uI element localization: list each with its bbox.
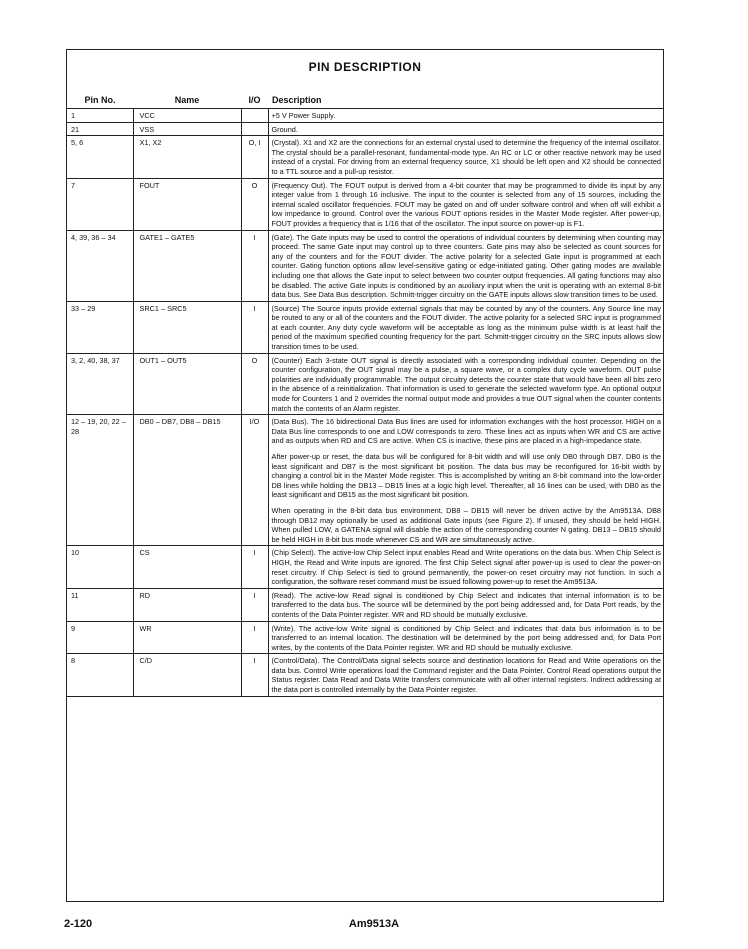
pin-io-cell: I bbox=[241, 588, 268, 621]
description-paragraph: (Read). The active-low Read signal is conditioned by Chip Select and indicates that internal information is to be transferred to the data bus. The source will be determined by the port being addressed and, for Data Port reads, by the contents of the Data Pointer register. WR and RD should be mutually exclusive. bbox=[271, 590, 661, 619]
pin-io-cell: O bbox=[241, 353, 268, 415]
pin-description-cell bbox=[268, 301, 664, 353]
description-paragraph: (Gate). The Gate inputs may be used to control the operations of individual counters by determining when counting may proceed. The same Gate input may control up to three counters. Gate pins may also be selected as count sources for any of the counters and for the FOUT divider. The active polarity for a selected Gate input is programmed at each counter. Gating function options allow level-sensitive gating or edge-initiated gating. Other gating modes are available including one that allows the Gate input to select between two counter output frequencies. All gating functions may also be disabled. The active Gate inputs is conditioned by an auxiliary input when the unit is operating with an external 8-bit data bus. See Data Bus description. Schmitt-trigger circuitry on the GATE inputs allows slow transition times to be used. bbox=[271, 232, 661, 300]
table-header-row bbox=[67, 91, 664, 109]
description-paragraph: (Data Bus). The 16 bidirectional Data Bus lines are used for information exchanges with the host processor. HIGH on a Data Bus line corresponds to one and LOW corresponds to zero. These lines act as inputs when WR and CS are active and as outputs when RD and CS are active. When CS is inactive, these pins are placed in a high-impedance state. bbox=[271, 417, 661, 446]
pin-name-cell: GATE1 – GATE5 bbox=[133, 230, 241, 301]
pin-description-cell bbox=[268, 621, 664, 654]
pin-number-cell: 1 bbox=[67, 109, 133, 123]
pin-description-cell bbox=[268, 546, 664, 588]
pin-description-panel bbox=[66, 49, 664, 902]
pin-number-cell: 10 bbox=[67, 546, 133, 588]
table-row bbox=[67, 621, 664, 654]
description-paragraph: After power-up or reset, the data bus will be configured for 8-bit width and will use only DB0 through DB7. DB0 is the least significant and DB7 is the most significant bit position. The data bus may be reconfigured for 16-bit width by changing a control bit in the Master Mode register. This is accomplished by writing an 8-bit command into the low-order DB lines while holding the DB13 – DB15 lines at a logic high level. Thereafter, all 16 lines can be used, with DB0 as the least significant and DB15 as the most significant bit position. bbox=[271, 452, 661, 500]
header-description: Description bbox=[268, 91, 664, 109]
pin-name-cell: CS bbox=[133, 546, 241, 588]
header-pin: Pin No. bbox=[67, 91, 133, 109]
pin-name-cell: X1, X2 bbox=[133, 136, 241, 178]
table-row bbox=[67, 136, 664, 178]
table-row bbox=[67, 301, 664, 353]
pin-number-cell: 8 bbox=[67, 654, 133, 696]
pin-io-cell: I bbox=[241, 621, 268, 654]
pin-rows bbox=[67, 109, 664, 697]
pin-description-cell bbox=[268, 353, 664, 415]
table-row bbox=[67, 230, 664, 301]
pin-description-cell bbox=[268, 122, 664, 136]
pin-table bbox=[67, 91, 664, 697]
pin-number-cell: 7 bbox=[67, 178, 133, 230]
table-row bbox=[67, 353, 664, 415]
pin-name-cell: SRC1 – SRC5 bbox=[133, 301, 241, 353]
description-paragraph: (Control/Data). The Control/Data signal selects source and destination locations for Read and Write operations on the data bus. Control Write operations load the Command register and the Data Pointer. Control Read operations output the Status register. Data Read and Data Write transfers communicate with all other internal registers. Indirect addressing at the data port is controlled internally by the Data Pointer register. bbox=[271, 656, 661, 695]
pin-name-cell: WR bbox=[133, 621, 241, 654]
pin-io-cell: O bbox=[241, 178, 268, 230]
description-paragraph: (Counter) Each 3-state OUT signal is directly associated with a corresponding individual counter. Depending on the counter configuration, the OUT signal may be a pulse, a square wave, or a complex duty cycle waveform. OUT pulse polarities are individually programmable. The output circuitry detects the counter state that would have been all bits zero in the absence of a reinitialization. That information is used to generate the selected waveform type. An optional output mode for Counters 1 and 2 overrides the normal output mode and provides a true OUT signal when the counter contents match the contents of an Alarm register. bbox=[271, 355, 661, 413]
table-row bbox=[67, 415, 664, 546]
pin-io-cell: O, I bbox=[241, 136, 268, 178]
page-number: 2-120 bbox=[64, 918, 93, 930]
pin-io-cell bbox=[241, 109, 268, 123]
pin-description-cell bbox=[268, 178, 664, 230]
description-paragraph: (Chip Select). The active-low Chip Select input enables Read and Write operations on the data bus. When Chip Select is HIGH, the Read and Write inputs are ignored. The first Chip Select signal after power-up is used to clear the power-on reset circuitry. If Chip Select is tied to ground permanently, the power-on reset circuitry may not function. In such a configuration, the software reset command must be issued following power-up to reset the Am9513A. bbox=[271, 548, 661, 587]
table-row bbox=[67, 546, 664, 588]
pin-io-cell: I/O bbox=[241, 415, 268, 546]
pin-number-cell: 5, 6 bbox=[67, 136, 133, 178]
pin-name-cell: FOUT bbox=[133, 178, 241, 230]
table-row bbox=[67, 654, 664, 696]
pin-description-cell bbox=[268, 415, 664, 546]
pin-name-cell: C/D bbox=[133, 654, 241, 696]
table-row bbox=[67, 109, 664, 123]
header-name: Name bbox=[133, 91, 241, 109]
pin-number-cell: 9 bbox=[67, 621, 133, 654]
pin-name-cell: OUT1 – OUT5 bbox=[133, 353, 241, 415]
pin-number-cell: 12 – 19, 20, 22 – 28 bbox=[67, 415, 133, 546]
pin-name-cell: DB0 – DB7, DB8 – DB15 bbox=[133, 415, 241, 546]
pin-number-cell: 33 – 29 bbox=[67, 301, 133, 353]
pin-name-cell: RD bbox=[133, 588, 241, 621]
pin-number-cell: 4, 39, 36 – 34 bbox=[67, 230, 133, 301]
pin-description-cell bbox=[268, 230, 664, 301]
description-paragraph: +5 V Power Supply. bbox=[271, 111, 336, 120]
page-title: PIN DESCRIPTION bbox=[308, 60, 422, 74]
pin-description-cell bbox=[268, 588, 664, 621]
table-row bbox=[67, 122, 664, 136]
pin-description-cell bbox=[268, 654, 664, 696]
part-number: Am9513A bbox=[348, 918, 400, 930]
description-paragraph: (Write). The active-low Write signal is conditioned by Chip Select and indicates that data bus information is to be transferred to an internal location. The destination will be determined by the port being addressed and, for Data Port writes, by the contents of the Data Pointer register. WR and RD should be mutually exclusive. bbox=[271, 623, 661, 652]
pin-description-cell bbox=[268, 109, 664, 123]
pin-io-cell: I bbox=[241, 301, 268, 353]
pin-name-cell: VSS bbox=[133, 122, 241, 136]
table-row bbox=[67, 178, 664, 230]
pin-number-cell: 21 bbox=[67, 122, 133, 136]
pin-io-cell: I bbox=[241, 654, 268, 696]
description-paragraph: Ground. bbox=[271, 124, 298, 134]
description-paragraph: When operating in the 8-bit data bus environment, DB8 – DB15 will never be driven active by the Am9513A. DB8 through DB12 may optionally be used as additional Gate inputs (see Figure 2). If unused, they should be held HIGH. When pulled LOW, a GATENA signal will disable the action of the corresponding counter N gating. DB13 – DB15 should be held HIGH in 8-bit bus mode whenever CS and WR are simultaneously active. bbox=[271, 505, 661, 544]
pin-name-cell: VCC bbox=[133, 109, 241, 123]
header-io: I/O bbox=[241, 91, 268, 109]
pin-number-cell: 3, 2, 40, 38, 37 bbox=[67, 353, 133, 415]
pin-description-cell bbox=[268, 136, 664, 178]
pin-io-cell bbox=[241, 122, 268, 136]
description-paragraph: (Frequency Out). The FOUT output is derived from a 4-bit counter that may be programmed to divide its input by any integer value from 1 through 16 inclusive. The input to the counter is selected from any of 15 sources, including the internal scaled oscillator frequencies. FOUT may be gated on and off under software control and when off will exhibit a low impedance to ground. Control over the various FOUT options resides in the Master Mode register. After power-up, FOUT provides a frequency that is 1/16 that of the oscillator. The input source on power-up is F1. bbox=[271, 180, 661, 228]
description-paragraph: (Crystal). X1 and X2 are the connections for an external crystal used to determine the frequency of the internal oscillator. The crystal should be a parallel-resonant, fundamental-mode type. An RC or LC or other reactive network may be used instead of a crystal. For driving from an external frequency source, X1 should be left open and X2 should be connected to a TTL source and a pull-up resistor. bbox=[271, 138, 661, 176]
pin-number-cell: 11 bbox=[67, 588, 133, 621]
table-row bbox=[67, 588, 664, 621]
pin-io-cell: I bbox=[241, 230, 268, 301]
pin-io-cell: I bbox=[241, 546, 268, 588]
description-paragraph: (Source) The Source inputs provide external signals that may be counted by any of the counters. Any Source line may be routed to any or all of the counters and the FOUT divider. The active polarity for a selected SRC input is programmed at each counter. Any duty cycle waveform will be acceptable as long as the minimum pulse width is at least half the period of the maximum specified counting frequency for the part. Schmitt-trigger circuitry on the SRC inputs allows slow transition times to be used. bbox=[271, 303, 661, 352]
